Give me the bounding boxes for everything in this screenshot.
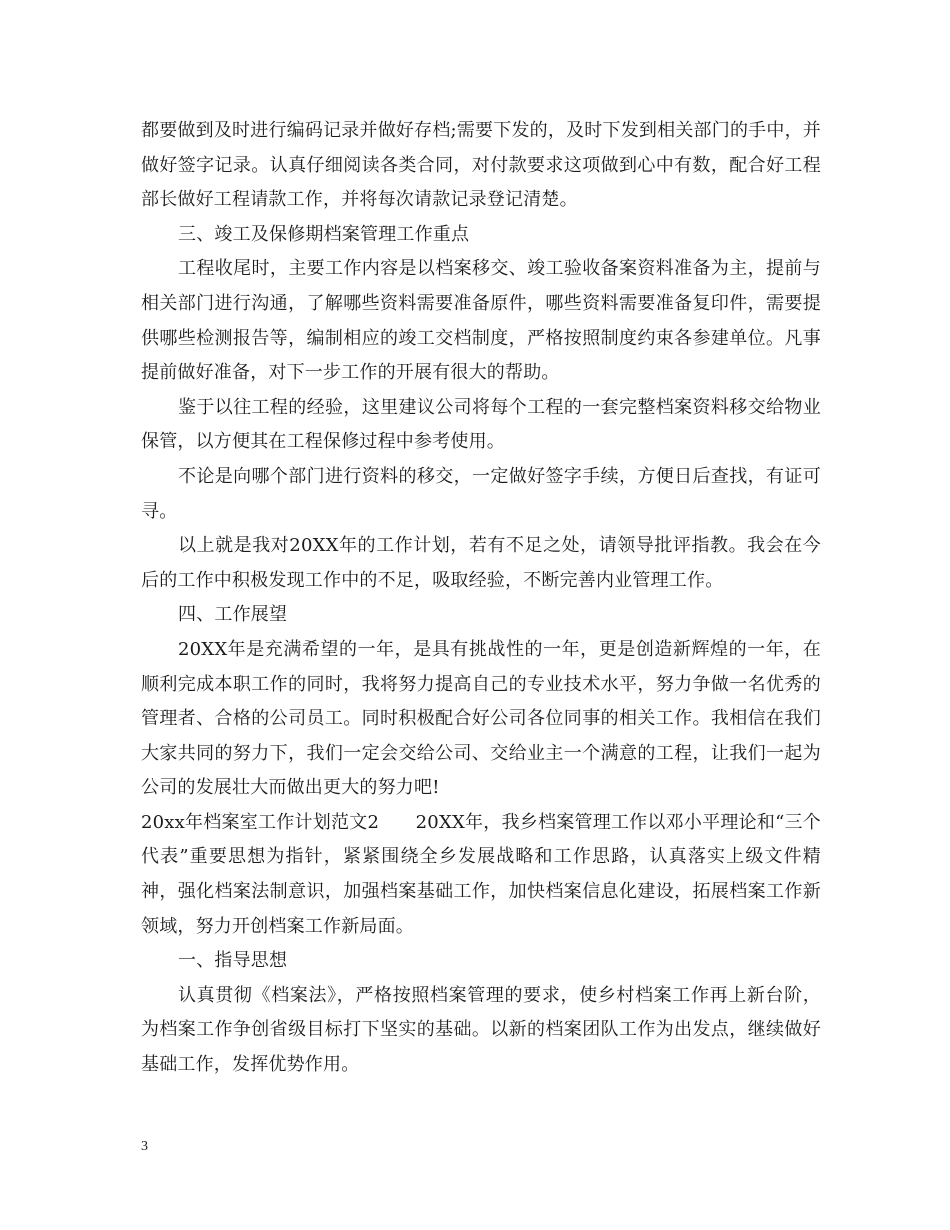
paragraph-4: 不论是向哪个部门进行资料的移交，一定做好签字手续，方便日后查找，有证可寻。 [141, 465, 821, 522]
document-body [141, 114, 821, 1083]
paragraph-1: 都要做到及时进行编码记录并做好存档;需要下发的，及时下发到相关部门的手中，并做好签字记录。认真仔细阅读各类合同，对付款要求这项做到心中有数，配合好工程部长做好工程请款工作，并将每次请款记录登记清楚。 [141, 120, 821, 211]
paragraph-6: 20XX年是充满希望的一年，是具有挑战性的一年，更是创造新辉煌的一年，在顺利完成本职工作的同时，我将努力提高自己的专业技术水平，努力争做一名优秀的管理者、合格的公司员工。同时积极配合好公司各位同事的相关工作。我相信在我们大家共同的努力下，我们一定会交给公司、交给业主一个满意的工程，让我们一起为公司的发展壮大而做出更大的努力吧! [141, 638, 821, 799]
section-heading-4: 四、工作展望 [178, 604, 288, 626]
paragraph-8: 认真贯彻《档案法》，严格按照档案管理的要求，使乡村档案工作再上新台阶，为档案工作争创省级目标打下坚实的基础。以新的档案团队工作为出发点，继续做好基础工作，发挥优势作用。 [141, 984, 821, 1076]
page-number: 3 [141, 1139, 148, 1154]
paragraph-3: 鉴于以往工程的经验，这里建议公司将每个工程的一套完整档案资料移交给物业保管，以方便其在工程保修过程中参考使用。 [141, 396, 821, 453]
section-heading-3: 三、竣工及保修期档案管理工作重点 [178, 223, 470, 245]
paragraph-5: 以上就是我对20XX年的工作计划，若有不足之处，请领导批评指教。我会在今后的工作中积极发现工作中的不足，吸取经验，不断完善内业管理工作。 [141, 535, 821, 591]
paragraph-7: 20xx年档案室工作计划范文2 20XX年，我乡档案管理工作以邓小平理论和“三个代表”重要思想为指针，紧紧围绕全乡发展战略和工作思路，认真落实上级文件精神，强化档案法制意识，加强档案基础工作，加快档案信息化建设，拓展档案工作新领域，努力开创档案工作新局面。 [141, 811, 821, 937]
paragraph-2: 工程收尾时，主要工作内容是以档案移交、竣工验收备案资料准备为主，提前与相关部门进行沟通，了解哪些资料需要准备原件，哪些资料需要准备复印件，需要提供哪些检测报告等，编制相应的竣工交档制度，严格按照制度约束各参建单位。凡事提前做好准备，对下一步工作的开展有很大的帮助。 [141, 258, 821, 384]
section-heading-1: 一、指导思想 [178, 950, 288, 972]
